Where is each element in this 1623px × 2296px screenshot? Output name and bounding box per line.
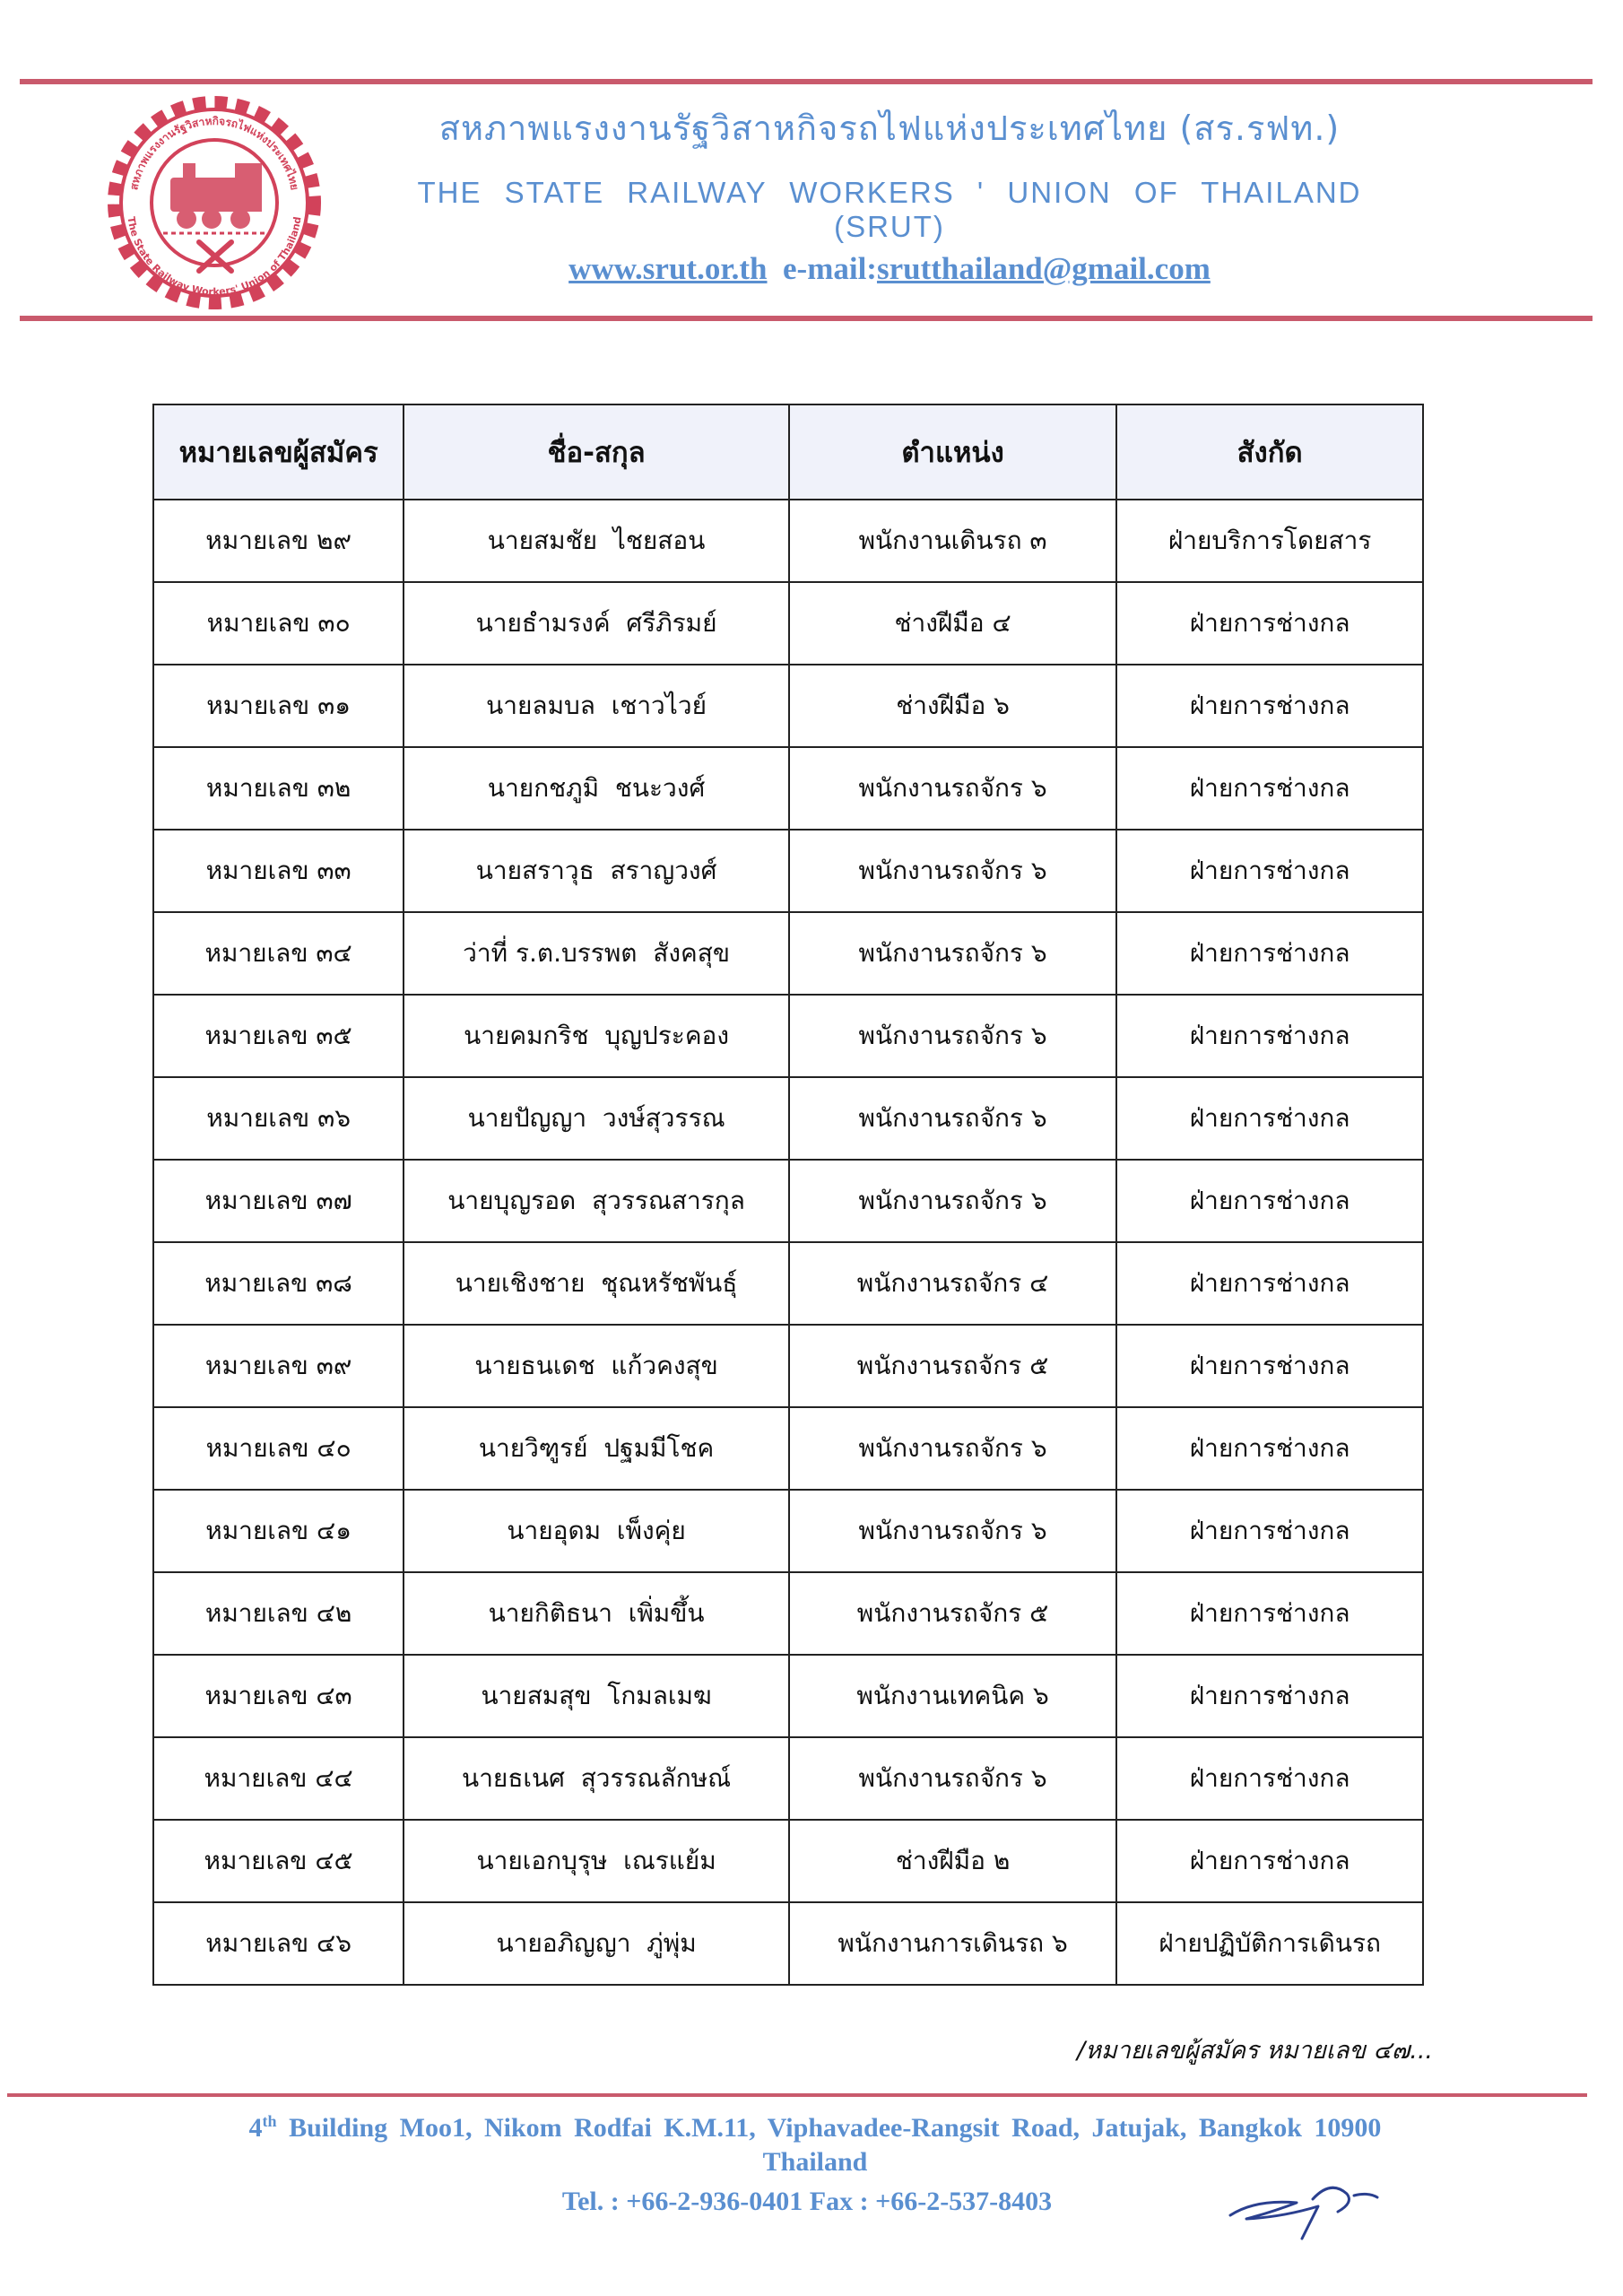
candidate-department: ฝ่ายการช่างกล [1116,1820,1423,1902]
candidate-number: หมายเลข ๔๒ [153,1572,404,1655]
candidate-position: พนักงานรถจักร ๖ [789,1490,1116,1572]
candidate-position: พนักงานการเดินรถ ๖ [789,1902,1116,1985]
table-row [153,1655,1423,1737]
table-row [153,582,1423,665]
candidate-number: หมายเลข ๓๖ [153,1077,404,1160]
candidate-number: หมายเลข ๓๔ [153,912,404,995]
candidate-name: นายธเนศ สุวรรณลักษณ์ [404,1737,789,1820]
svg-text:สหภาพแรงงานรัฐวิสาหกิจรถไฟแห่ง: สหภาพแรงงานรัฐวิสาหกิจรถไฟแห่งประเทศไทย [127,114,301,192]
candidate-number: หมายเลข ๓๒ [153,747,404,830]
table-row [153,1077,1423,1160]
candidate-position: พนักงานเทคนิค ๖ [789,1655,1116,1737]
candidate-name: นายเชิงชาย ชุณหรัชพันธุ์ [404,1242,789,1325]
table-row [153,1407,1423,1490]
table-row [153,995,1423,1077]
column-header-department: สังกัด [1116,404,1423,500]
candidate-department: ฝ่ายการช่างกล [1116,747,1423,830]
candidate-number: หมายเลข ๓๕ [153,995,404,1077]
candidate-department: ฝ่ายการช่างกล [1116,912,1423,995]
candidate-position: พนักงานรถจักร ๖ [789,1077,1116,1160]
candidate-name: นายอภิญญา ภู่พุ่ม [404,1902,789,1985]
table-row [153,500,1423,582]
address-number: 4 [248,2113,263,2143]
candidate-number: หมายเลข ๓๗ [153,1160,404,1242]
candidate-number: หมายเลข ๔๐ [153,1407,404,1490]
org-name-thai: สหภาพแรงงานรัฐวิสาหกิจรถไฟแห่งประเทศไทย (สร.รฟท.) [438,109,1341,148]
table-row [153,1737,1423,1820]
candidate-position: ช่างฝีมือ ๖ [789,665,1116,747]
candidate-department: ฝ่ายการช่างกล [1116,830,1423,912]
table-row [153,747,1423,830]
candidate-department: ฝ่ายการช่างกล [1116,1242,1423,1325]
table-row [153,1325,1423,1407]
candidate-number: หมายเลข ๔๓ [153,1655,404,1737]
candidate-name: นายอุดม เพ็งคุ่ย [404,1490,789,1572]
candidate-department: ฝ่ายการช่างกล [1116,1655,1423,1737]
candidate-department: ฝ่ายการช่างกล [1116,1325,1423,1407]
candidate-name: นายสมชัย ไชยสอน [404,500,789,582]
candidate-name: นายคมกริช บุญประคอง [404,995,789,1077]
candidate-position: พนักงานรถจักร ๖ [789,747,1116,830]
table-row [153,1490,1423,1572]
candidate-number: หมายเลข ๔๑ [153,1490,404,1572]
candidate-position: พนักงานรถจักร ๕ [789,1572,1116,1655]
candidate-name: นายกชภูมิ ชนะวงศ์ [404,747,789,830]
address-suffix: th [262,2112,277,2130]
candidate-name: นายสมสุข โกมลเมฆ [404,1655,789,1737]
candidate-number: หมายเลข ๓๙ [153,1325,404,1407]
candidate-number: หมายเลข ๓๐ [153,582,404,665]
union-logo [100,91,328,314]
candidate-position: พนักงานรถจักร ๔ [789,1242,1116,1325]
candidate-position: พนักงานรถจักร ๕ [789,1325,1116,1407]
candidate-number: หมายเลข ๒๙ [153,500,404,582]
candidate-name: นายบุญรอด สุวรรณสารกุล [404,1160,789,1242]
column-header-name: ชื่อ-สกุล [404,404,789,500]
candidate-department: ฝ่ายการช่างกล [1116,1077,1423,1160]
table-row [153,1902,1423,1985]
candidate-department: ฝ่ายการช่างกล [1116,1160,1423,1242]
candidate-position: พนักงานรถจักร ๖ [789,830,1116,912]
table-row [153,912,1423,995]
candidate-name: นายลมบล เชาวไวย์ [404,665,789,747]
candidate-name: นายธนเดช แก้วคงสุข [404,1325,789,1407]
column-header-candidate-number: หมายเลขผู้สมัคร [153,404,404,500]
candidate-department: ฝ่ายบริการโดยสาร [1116,500,1423,582]
address-country: Thailand [762,2147,868,2177]
header-bottom-rule [20,316,1593,321]
candidate-number: หมายเลข ๔๕ [153,1820,404,1902]
candidate-number: หมายเลข ๔๖ [153,1902,404,1985]
candidate-department: ฝ่ายปฏิบัติการเดินรถ [1116,1902,1423,1985]
address-street: Building Moo1, Nikom Rodfai K.M.11, Viphavadee-Rangsit Road, Jatujak, Bangkok 10900 [276,2113,1382,2143]
email-link[interactable]: srutthailand@gmail.com [876,251,1211,286]
candidate-department: ฝ่ายการช่างกล [1116,995,1423,1077]
table-row [153,830,1423,912]
candidate-department: ฝ่ายการช่างกล [1116,665,1423,747]
candidate-number: หมายเลข ๔๔ [153,1737,404,1820]
candidate-position: ช่างฝีมือ ๔ [789,582,1116,665]
candidate-name: นายสราวุธ สราญวงศ์ [404,830,789,912]
candidate-number: หมายเลข ๓๘ [153,1242,404,1325]
svg-text:The State Railway Workers' Uni: The State Railway Workers' Union of Thailand [125,215,304,299]
continuation-note: /หมายเลขผู้สมัคร หมายเลข ๔๗... [1076,2037,1433,2065]
column-header-position: ตำแหน่ง [789,404,1116,500]
candidate-position: ช่างฝีมือ ๒ [789,1820,1116,1902]
candidate-position: พนักงานรถจักร ๖ [789,1737,1116,1820]
candidates-table [152,404,1424,1986]
table-row [153,665,1423,747]
table-row [153,1572,1423,1655]
table-row [153,1820,1423,1902]
candidate-position: พนักงานรถจักร ๖ [789,1407,1116,1490]
candidate-position: พนักงานรถจักร ๖ [789,1160,1116,1242]
candidate-number: หมายเลข ๓๑ [153,665,404,747]
org-name-english: THE STATE RAILWAY WORKERS ' UNION OF THAILAND (SRUT) [417,176,1362,243]
table-header-row [153,404,1423,500]
candidate-department: ฝ่ายการช่างกล [1116,1407,1423,1490]
header-top-rule [20,79,1593,84]
footer-phone-fax: Tel. : +66-2-936-0401 Fax : +66-2-537-8403 [561,2187,1053,2216]
contact-line [414,251,1365,287]
email-label: e-mail: [783,251,877,286]
candidate-name: นายกิติธนา เพิ่มขึ้น [404,1572,789,1655]
candidate-department: ฝ่ายการช่างกล [1116,582,1423,665]
candidate-department: ฝ่ายการช่างกล [1116,1572,1423,1655]
candidate-name: นายวิฑูรย์ ปฐมมีโชค [404,1407,789,1490]
candidate-department: ฝ่ายการช่างกล [1116,1737,1423,1820]
table-row [153,1160,1423,1242]
website-link[interactable]: www.srut.or.th [568,251,768,286]
candidate-name: ว่าที่ ร.ต.บรรพต สังคสุข [404,912,789,995]
candidate-position: พนักงานเดินรถ ๓ [789,500,1116,582]
footer-rule [7,2093,1587,2097]
candidate-position: พนักงานรถจักร ๖ [789,912,1116,995]
signature [1219,2152,1399,2251]
candidate-department: ฝ่ายการช่างกล [1116,1490,1423,1572]
candidate-number: หมายเลข ๓๓ [153,830,404,912]
candidate-name: นายเอกบุรุษ เณรแย้ม [404,1820,789,1902]
candidate-name: นายปัญญา วงษ์สุวรรณ [404,1077,789,1160]
candidate-name: นายธำมรงค์ ศรีภิรมย์ [404,582,789,665]
table-row [153,1242,1423,1325]
candidate-position: พนักงานรถจักร ๖ [789,995,1116,1077]
